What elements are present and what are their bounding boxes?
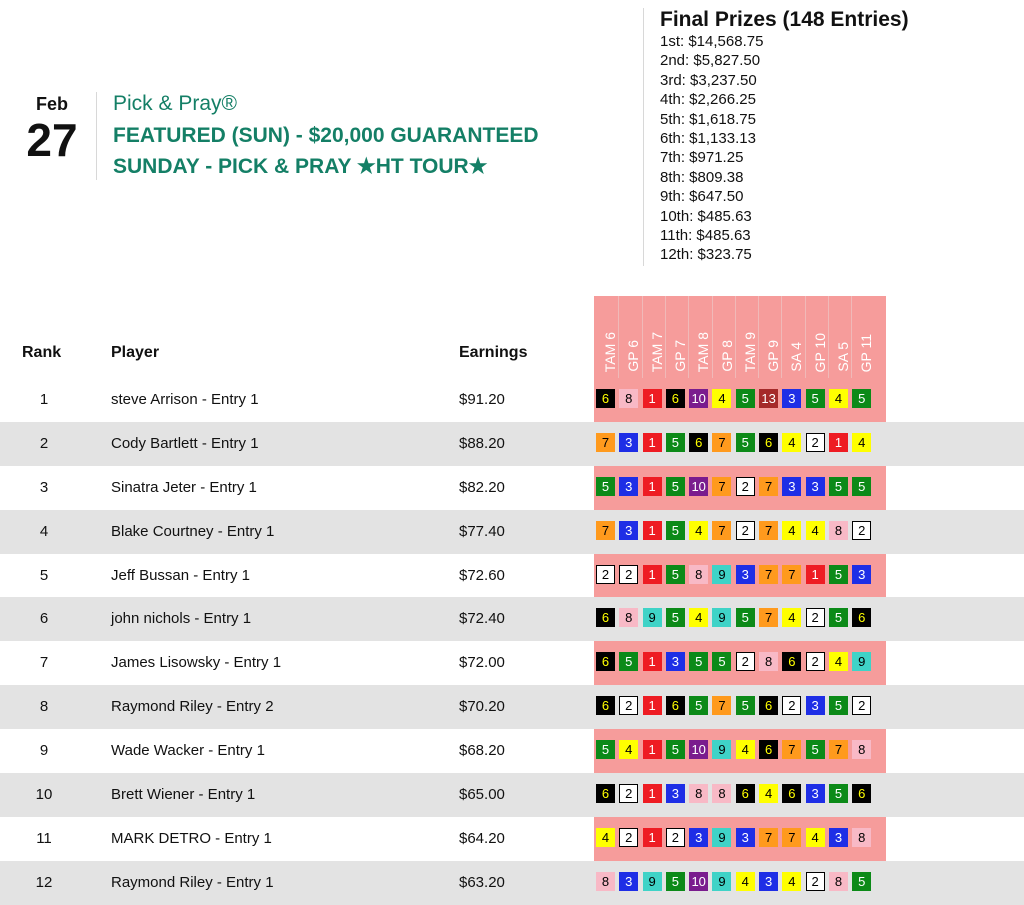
pick-chip: 8	[759, 652, 778, 671]
pick-chip: 5	[806, 740, 825, 759]
pick-chip: 3	[619, 872, 638, 891]
pick-chip: 8	[852, 740, 871, 759]
race-header-label: GP 11	[858, 333, 875, 372]
event-month: Feb	[35, 94, 68, 114]
pick-chip: 4	[782, 872, 801, 891]
pick-chip: 9	[643, 872, 662, 891]
table-row[interactable]	[0, 641, 1024, 685]
earnings-cell: $82.20	[459, 478, 505, 496]
race-header-divider	[665, 296, 666, 378]
pick-chip: 2	[736, 521, 755, 540]
pick-chip: 1	[806, 565, 825, 584]
picks-cell	[596, 477, 876, 499]
pick-chip: 1	[829, 433, 848, 452]
pick-chip: 6	[759, 740, 778, 759]
picks-cell	[596, 521, 876, 543]
pick-chip: 10	[689, 872, 708, 891]
pick-chip: 1	[643, 784, 662, 803]
table-row[interactable]	[0, 729, 1024, 773]
event-date	[18, 94, 86, 166]
picks-cell	[596, 828, 876, 850]
prize-list	[660, 32, 909, 265]
pick-chip: 3	[619, 433, 638, 452]
pick-chip: 9	[712, 608, 731, 627]
divider	[96, 92, 97, 180]
pick-chip: 7	[596, 521, 615, 540]
table-row[interactable]	[0, 466, 1024, 510]
pick-chip: 6	[759, 696, 778, 715]
race-header-divider	[735, 296, 736, 378]
pick-chip: 6	[596, 608, 615, 627]
pick-chip: 4	[736, 872, 755, 891]
rank-cell: 8	[39, 698, 49, 716]
player-name[interactable]: Cody Bartlett - Entry 1	[111, 434, 259, 452]
picks-cell	[596, 696, 876, 718]
player-name[interactable]: Raymond Riley - Entry 2	[111, 698, 274, 716]
race-headers	[594, 296, 886, 378]
rank-cell: 5	[39, 566, 49, 584]
pick-chip: 4	[806, 828, 825, 847]
pick-chip: 8	[619, 389, 638, 408]
pick-chip: 6	[782, 652, 801, 671]
race-header-label: GP 8	[718, 340, 735, 372]
pick-chip: 6	[689, 433, 708, 452]
pick-chip: 4	[782, 521, 801, 540]
rank-cell: 12	[35, 873, 53, 891]
pick-chip: 3	[782, 477, 801, 496]
table-row[interactable]	[0, 685, 1024, 729]
player-name[interactable]: Blake Courtney - Entry 1	[111, 522, 275, 540]
pick-chip: 4	[689, 608, 708, 627]
pick-chip: 9	[712, 828, 731, 847]
pick-chip: 3	[736, 828, 755, 847]
race-header-divider	[642, 296, 643, 378]
pick-chip: 2	[619, 784, 638, 803]
picks-cell	[596, 740, 876, 762]
pick-chip: 8	[829, 521, 848, 540]
pick-chip: 3	[759, 872, 778, 891]
prize-item: 5th: $1,618.75	[660, 110, 756, 128]
table-row[interactable]	[0, 817, 1024, 861]
pick-chip: 5	[689, 696, 708, 715]
prize-item: 1st: $14,568.75	[660, 33, 764, 50]
race-header-divider	[758, 296, 759, 378]
pick-chip: 4	[736, 740, 755, 759]
pick-chip: 2	[806, 433, 825, 452]
pick-chip: 1	[643, 652, 662, 671]
pick-chip: 9	[712, 565, 731, 584]
pick-chip: 6	[596, 696, 615, 715]
pick-chip: 6	[596, 389, 615, 408]
pick-chip: 4	[759, 784, 778, 803]
prize-item: 8th: $809.38	[660, 168, 744, 186]
pick-chip: 5	[852, 477, 871, 496]
pick-chip: 6	[666, 696, 685, 715]
pick-chip: 5	[829, 477, 848, 496]
pick-chip: 8	[852, 828, 871, 847]
pick-chip: 6	[852, 784, 871, 803]
pick-chip: 2	[619, 828, 638, 847]
pick-chip: 4	[712, 389, 731, 408]
race-header-divider	[712, 296, 713, 378]
tournament-title: FEATURED (SUN) - $20,000 GUARANTEED	[113, 124, 539, 147]
earnings-cell: $68.20	[459, 742, 505, 760]
tournament-info	[113, 92, 539, 182]
pick-chip: 2	[782, 696, 801, 715]
picks-cell	[596, 565, 876, 587]
table-row[interactable]	[0, 554, 1024, 598]
pick-chip: 5	[666, 521, 685, 540]
pick-chip: 4	[806, 521, 825, 540]
table-row[interactable]	[0, 773, 1024, 817]
pick-chip: 2	[852, 696, 871, 715]
pick-chip: 10	[689, 389, 708, 408]
pick-chip: 8	[596, 872, 615, 891]
pick-chip: 3	[736, 565, 755, 584]
pick-chip: 4	[829, 652, 848, 671]
pick-chip: 5	[852, 389, 871, 408]
pick-chip: 5	[852, 872, 871, 891]
event-day: 27	[26, 114, 78, 166]
pick-chip: 5	[736, 433, 755, 452]
player-column-header[interactable]: Player	[111, 344, 160, 361]
race-header-label: TAM 9	[741, 331, 758, 372]
pick-chip: 1	[643, 828, 662, 847]
earnings-cell: $77.40	[459, 522, 505, 540]
pick-chip: 3	[689, 828, 708, 847]
pick-chip: 5	[619, 652, 638, 671]
pick-chip: 7	[759, 608, 778, 627]
pick-chip: 5	[666, 608, 685, 627]
rank-column-header[interactable]: Rank	[22, 344, 62, 361]
pick-chip: 5	[666, 477, 685, 496]
prize-item: 9th: $647.50	[660, 188, 744, 206]
pick-chip: 1	[643, 696, 662, 715]
pick-chip: 1	[643, 433, 662, 452]
pick-chip: 6	[852, 608, 871, 627]
race-header	[854, 296, 877, 372]
picks-cell	[596, 433, 876, 455]
race-header-divider	[688, 296, 689, 378]
prize-item: 7th: $971.25	[660, 149, 744, 167]
pick-chip: 5	[829, 608, 848, 627]
player-name[interactable]: James Lisowsky - Entry 1	[111, 654, 282, 672]
pick-chip: 2	[806, 872, 825, 891]
player-name[interactable]: john nichols - Entry 1	[111, 610, 252, 628]
race-header-divider	[781, 296, 782, 378]
pick-chip: 3	[829, 828, 848, 847]
pick-chip: 3	[619, 477, 638, 496]
prize-item: 2nd: $5,827.50	[660, 52, 761, 70]
pick-chip: 7	[712, 696, 731, 715]
pick-chip: 3	[782, 389, 801, 408]
player-name[interactable]: Brett Wiener - Entry 1	[111, 786, 256, 804]
race-header-label: TAM 8	[695, 331, 712, 372]
table-row[interactable]	[0, 510, 1024, 554]
pick-chip: 1	[643, 521, 662, 540]
pick-chip: 5	[666, 433, 685, 452]
pick-chip: 7	[712, 521, 731, 540]
pick-chip: 5	[829, 784, 848, 803]
pick-chip: 6	[596, 652, 615, 671]
rank-cell: 7	[39, 654, 49, 672]
pick-chip: 4	[829, 389, 848, 408]
divider	[643, 8, 644, 266]
pick-chip: 7	[596, 433, 615, 452]
pick-chip: 10	[689, 740, 708, 759]
race-header-label: TAM 6	[602, 331, 618, 372]
pick-chip: 9	[712, 872, 731, 891]
pick-chip: 5	[596, 740, 615, 759]
pick-chip: 7	[782, 565, 801, 584]
pick-chip: 2	[806, 608, 825, 627]
rank-cell: 9	[39, 742, 49, 760]
pick-chip: 8	[689, 784, 708, 803]
rank-cell: 11	[36, 829, 52, 847]
player-name[interactable]: Raymond Riley - Entry 1	[111, 873, 274, 891]
pick-chip: 7	[782, 828, 801, 847]
earnings-column-header[interactable]: Earnings	[459, 344, 528, 361]
table-row[interactable]	[0, 597, 1024, 641]
pick-chip: 5	[736, 608, 755, 627]
pick-chip: 1	[643, 565, 662, 584]
race-header-label: TAM 7	[648, 331, 665, 372]
race-header-label: SA 4	[788, 342, 805, 372]
pick-chip: 4	[782, 608, 801, 627]
race-header-divider	[618, 296, 619, 378]
pick-chip: 9	[852, 652, 871, 671]
picks-cell	[596, 872, 876, 894]
race-header-label: GP 6	[625, 340, 642, 372]
table-row[interactable]	[0, 861, 1024, 905]
pick-chip: 1	[643, 477, 662, 496]
pick-chip: 5	[596, 477, 615, 496]
earnings-cell: $91.20	[459, 391, 505, 408]
pick-chip: 4	[689, 521, 708, 540]
prize-item: 4th: $2,266.25	[660, 91, 756, 109]
table-row[interactable]	[0, 422, 1024, 466]
rank-cell: 1	[39, 391, 49, 408]
pick-chip: 5	[829, 565, 848, 584]
pick-chip: 1	[643, 389, 662, 408]
pick-chip: 5	[666, 740, 685, 759]
race-header-label: GP 10	[811, 332, 828, 372]
pick-chip: 7	[759, 828, 778, 847]
race-header-divider	[828, 296, 829, 378]
pick-chip: 7	[782, 740, 801, 759]
pick-chip: 8	[829, 872, 848, 891]
race-header-label: GP 7	[671, 340, 688, 372]
pick-chip: 6	[736, 784, 755, 803]
pick-chip: 2	[666, 828, 685, 847]
pick-chip: 5	[829, 696, 848, 715]
pick-chip: 8	[712, 784, 731, 803]
earnings-cell: $72.40	[459, 610, 505, 628]
picks-cell	[596, 389, 876, 411]
pick-chip: 8	[619, 608, 638, 627]
pick-chip: 2	[619, 565, 638, 584]
pick-chip: 7	[759, 521, 778, 540]
earnings-cell: $88.20	[459, 434, 505, 452]
player-name[interactable]: MARK DETRO - Entry 1	[111, 829, 272, 847]
pick-chip: 2	[619, 696, 638, 715]
rank-cell: 10	[35, 786, 53, 804]
prize-item: 11th: $485.63	[660, 227, 751, 245]
pick-chip: 5	[712, 652, 731, 671]
earnings-cell: $72.00	[459, 654, 505, 672]
rank-cell: 3	[39, 478, 49, 496]
pick-chip: 2	[806, 652, 825, 671]
pick-chip: 3	[806, 696, 825, 715]
picks-cell	[596, 784, 876, 806]
prizes-title: Final Prizes (148 Entries)	[660, 8, 909, 31]
earnings-cell: $70.20	[459, 698, 505, 716]
pick-chip: 5	[689, 652, 708, 671]
race-header-divider	[805, 296, 806, 378]
pick-chip: 5	[666, 565, 685, 584]
race-header-label: GP 9	[765, 340, 782, 372]
rank-cell: 2	[39, 434, 49, 452]
pick-chip: 3	[619, 521, 638, 540]
pick-chip: 7	[759, 477, 778, 496]
earnings-cell: $72.60	[459, 566, 505, 584]
pick-chip: 7	[759, 565, 778, 584]
pick-chip: 9	[712, 740, 731, 759]
prize-item: 3rd: $3,237.50	[660, 71, 757, 89]
pick-chip: 6	[759, 433, 778, 452]
pick-chip: 10	[689, 477, 708, 496]
earnings-cell: $64.20	[459, 829, 505, 847]
player-name[interactable]: Sinatra Jeter - Entry 1	[111, 478, 257, 496]
picks-cell	[596, 608, 876, 630]
earnings-cell: $65.00	[459, 786, 505, 804]
pick-chip: 1	[643, 740, 662, 759]
tournament-subtitle: SUNDAY - PICK & PRAY ★HT TOUR★	[113, 155, 488, 178]
pick-chip: 2	[736, 652, 755, 671]
race-header-label: SA 5	[835, 342, 851, 372]
pick-chip: 5	[666, 872, 685, 891]
prize-item: 10th: $485.63	[660, 207, 752, 225]
player-name[interactable]: steve Arrison - Entry 1	[111, 391, 259, 408]
pick-chip: 6	[596, 784, 615, 803]
pick-chip: 3	[852, 565, 871, 584]
player-name[interactable]: Wade Wacker - Entry 1	[111, 742, 265, 760]
pick-chip: 7	[712, 477, 731, 496]
pick-chip: 5	[806, 389, 825, 408]
pick-chip: 6	[666, 389, 685, 408]
final-prizes	[660, 8, 909, 265]
pick-chip: 6	[782, 784, 801, 803]
pick-chip: 9	[643, 608, 662, 627]
pick-chip: 3	[806, 784, 825, 803]
pick-chip: 13	[759, 389, 778, 408]
rank-cell: 4	[39, 522, 49, 540]
prize-item: 6th: $1,133.13	[660, 130, 756, 148]
pick-chip: 5	[736, 696, 755, 715]
race-header-divider	[851, 296, 852, 378]
prize-item: 12th: $323.75	[660, 246, 752, 264]
earnings-cell: $63.20	[459, 873, 505, 891]
pick-chip: 8	[689, 565, 708, 584]
pick-chip: 2	[596, 565, 615, 584]
rank-cell: 6	[39, 610, 49, 628]
pick-chip: 5	[736, 389, 755, 408]
pick-chip: 3	[806, 477, 825, 496]
pick-chip: 4	[596, 828, 615, 847]
leaderboard-table	[0, 378, 1024, 905]
pick-chip: 4	[782, 433, 801, 452]
pick-chip: 4	[619, 740, 638, 759]
player-name[interactable]: Jeff Bussan - Entry 1	[111, 566, 250, 584]
pick-chip: 3	[666, 784, 685, 803]
pick-chip: 4	[852, 433, 871, 452]
picks-cell	[596, 652, 876, 674]
pick-chip: 7	[712, 433, 731, 452]
pick-chip: 2	[736, 477, 755, 496]
pick-chip: 3	[666, 652, 685, 671]
table-row[interactable]	[0, 378, 1024, 422]
brand-name: Pick & Pray®	[113, 92, 238, 115]
pick-chip: 2	[852, 521, 871, 540]
pick-chip: 7	[829, 740, 848, 759]
